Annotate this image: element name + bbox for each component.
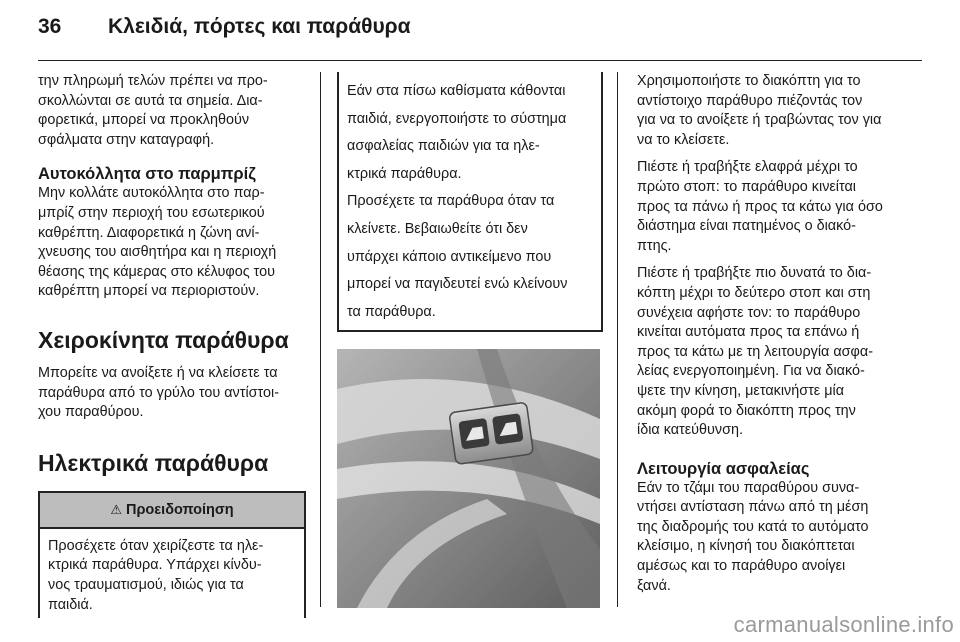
page-title: Κλειδιά, πόρτες και παράθυρα <box>108 15 411 38</box>
text-line: Μπορείτε να ανοίξετε ή να κλείσετε τα <box>38 364 278 381</box>
text-line: ίδια κατεύθυνση. <box>637 422 743 439</box>
text-line: νος τραυματισμού, ιδιώς για τα <box>48 576 244 593</box>
text-line: Μην κολλάτε αυτοκόλλητα στο παρ- <box>38 185 265 202</box>
text-line: διάστημα είναι πατημένος ο διακό- <box>637 218 856 235</box>
text-line: καθρέπτη. Διαφορετικά η ζώνη ανί- <box>38 224 260 241</box>
text-line: θέασης της κάμερας στο κέλυφος του <box>38 263 275 280</box>
text-line: παράθυρα από το γρύλο του αντίστοι- <box>38 384 279 401</box>
text-line: μπορεί να παγιδευτεί ενώ κλείνουν <box>347 276 568 293</box>
windscreen-heading: Αυτοκόλλητα στο παρμπρίζ <box>38 165 256 184</box>
text-line: Πιέστε ή τραβήξτε πιο δυνατά το δια- <box>637 265 872 282</box>
text-line: Εάν στα πίσω καθίσματα κάθονται <box>347 83 566 99</box>
text-line: αμέσως και το παράθυρο ανοίγει <box>637 558 846 575</box>
column-divider-2 <box>617 72 618 607</box>
watermark-text: carmanualsonline.info <box>733 612 954 637</box>
warning-header <box>40 493 304 529</box>
manual-windows-heading: Χειροκίνητα παράθυρα <box>38 326 289 353</box>
text-line: Προσέχετε τα παράθυρα όταν τα <box>347 193 555 210</box>
text-line: ψετε την κίνηση, μετακινήστε μία <box>637 382 845 399</box>
text-line: λείας ενεργοποιημένη. Για να διακό- <box>637 363 865 380</box>
text-line: καθρέπτη μπορεί να περιοριστούν. <box>38 283 260 300</box>
text-line: χνευσης του αισθητήρα και η περιοχή <box>38 244 277 261</box>
switch-usage-paragraph <box>637 72 927 150</box>
text-line: μπρίζ στην περιοχή του εσωτερικού <box>38 204 265 221</box>
warning-triangle-icon: ⚠ <box>110 501 122 517</box>
text-line: ντήσει αντίσταση πάνω από τη μέση <box>637 499 869 516</box>
text-line: Χρησιμοποιήστε το διακόπτη για το <box>637 73 861 89</box>
warning-box <box>38 491 306 618</box>
window-switch-photo <box>337 349 600 608</box>
text-line: φορετικά, μπορεί να προκληθούν <box>38 112 250 129</box>
text-line: Εάν το τζάμι του παραθύρου συνα- <box>637 479 860 496</box>
text-line: προς τα κάτω με τη λειτουργία ασφα- <box>637 343 873 360</box>
text-line: Προσέχετε όταν χειρίζεστε τα ηλε- <box>48 537 264 554</box>
power-windows-heading: Ηλεκτρικά παράθυρα <box>38 449 269 476</box>
text-line: πτης. <box>637 237 672 254</box>
text-line: για να το ανοίξετε ή τραβώντας τον για <box>637 112 882 129</box>
warning-body <box>40 529 304 623</box>
column-1 <box>38 72 306 618</box>
text-line: σκολλώνται σε αυτά τα σημεία. Δια- <box>38 92 263 109</box>
text-line: κλείσιμο, η κίνησή του διακόπτεται <box>637 538 855 555</box>
page-header <box>38 15 411 43</box>
windscreen-paragraph <box>38 184 306 302</box>
text-line: κλείνετε. Βεβαιωθείτε ότι δεν <box>347 220 528 237</box>
page-number: 36 <box>38 15 62 38</box>
warning-title: Προειδοποίηση <box>125 501 234 518</box>
text-line: την πληρωμή τελών πρέπει να προ- <box>38 73 268 89</box>
text-line: της διαδρομής του κατά το αυτόματο <box>637 518 869 535</box>
text-line: παιδιά, ενεργοποιήστε το σύστημα <box>347 110 567 127</box>
text-line: τα παράθυρα. <box>347 303 436 320</box>
text-line: αντίστοιχο παράθυρο πιέζοντάς τον <box>637 92 863 109</box>
warning-box-continued <box>337 72 603 332</box>
text-line: σφάλματα στην καταγραφή. <box>38 131 215 148</box>
column-3 <box>637 72 927 596</box>
text-line: κτρικά παράθυρα. Υπάρχει κίνδυ- <box>48 557 262 574</box>
safety-function-heading: Λειτουργία ασφαλείας <box>637 459 810 478</box>
text-line: ασφαλείας παιδιών για τα ηλε- <box>347 138 540 155</box>
column-divider-1 <box>320 72 321 607</box>
text-line: υπάρχει κάποιο αντικείμενο που <box>347 248 552 265</box>
text-line: να το κλείσετε. <box>637 131 730 148</box>
text-line: πρώτο στοπ: το παράθυρο κινείται <box>637 178 857 195</box>
text-line: προς τα πάνω ή προς τα κάτω για όσο <box>637 198 883 215</box>
children-safety-paragraph <box>347 82 593 184</box>
text-line: παιδιά. <box>48 596 93 613</box>
text-line: χου παραθύρου. <box>38 404 144 421</box>
window-switch-panel <box>449 402 533 464</box>
first-stop-paragraph <box>637 158 927 256</box>
manual-windows-paragraph <box>38 364 306 423</box>
intro-paragraph <box>38 72 306 150</box>
header-rule <box>38 60 922 61</box>
warning-body-continued <box>339 72 601 330</box>
closing-caution-paragraph <box>347 192 593 322</box>
text-line: κτρικά παράθυρα. <box>347 165 462 182</box>
text-line: Πιέστε ή τραβήξτε ελαφρά μέχρι το <box>637 159 858 176</box>
safety-function-paragraph <box>637 479 927 597</box>
text-line: ακόμη φορά το διακόπτη προς την <box>637 402 856 419</box>
second-stop-paragraph <box>637 264 927 440</box>
text-line: συνέχεια αφήστε τον: το παράθυρο <box>637 304 861 321</box>
text-line: κινείται αυτόματα προς τα επάνω ή <box>637 324 860 341</box>
text-line: κόπτη μέχρι το δεύτερο στοπ και στη <box>637 284 871 301</box>
text-line: ξανά. <box>637 577 671 594</box>
window-switch-illustration <box>337 349 600 608</box>
